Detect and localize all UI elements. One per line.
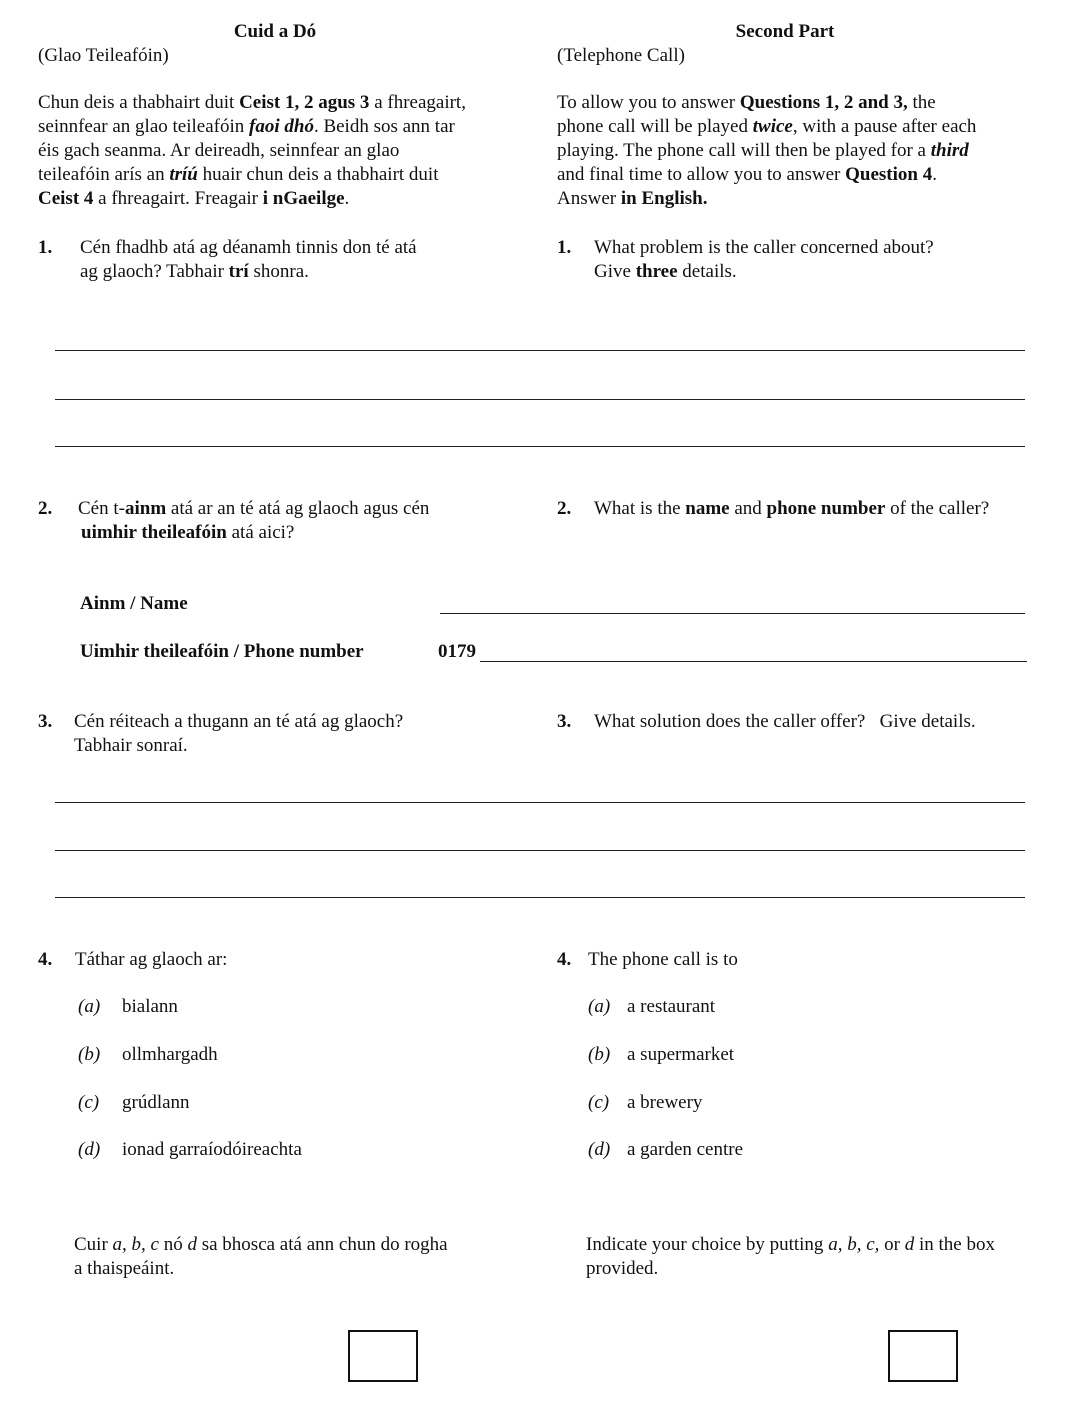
name-field-label: Ainm / Name xyxy=(80,593,188,614)
irish-q2-line-1: Cén t-ainm atá ar an té atá ag glaoch agus cén xyxy=(78,498,430,519)
irish-option-a-letter: (a) xyxy=(78,996,101,1017)
english-answer-box[interactable] xyxy=(888,1330,958,1382)
english-option-a-text: a restaurant xyxy=(627,996,716,1017)
irish-instruction-line-2: a thaispeáint. xyxy=(74,1258,175,1279)
irish-option-d-text: ionad garraíodóireachta xyxy=(122,1139,302,1160)
english-option-c-text: a brewery xyxy=(627,1092,703,1113)
english-q3-number: 3. xyxy=(557,711,572,732)
english-intro-line-3: playing. The phone call will then be played for a third xyxy=(557,140,969,161)
english-q1-text xyxy=(594,236,934,284)
phone-answer-line[interactable] xyxy=(480,661,1027,662)
english-option-c-letter: (c) xyxy=(588,1092,610,1113)
english-q4-stem: The phone call is to xyxy=(588,949,738,970)
q1-answer-line-2[interactable] xyxy=(55,399,1025,400)
irish-q3-number: 3. xyxy=(38,711,53,732)
phone-field-label: Uimhir theileafóin / Phone number xyxy=(80,641,364,662)
irish-instruction-line-1: Cuir a, b, c nó d sa bhosca atá ann chun do rogha xyxy=(74,1234,448,1255)
irish-subtitle: (Glao Teileafóin) xyxy=(38,45,169,66)
english-option-d-text: a garden centre xyxy=(627,1139,744,1160)
irish-q4-number: 4. xyxy=(38,949,53,970)
english-q2-number: 2. xyxy=(557,498,572,519)
english-q1-line-2: Give three details. xyxy=(594,261,737,282)
english-option-b-text: a supermarket xyxy=(627,1044,735,1065)
english-intro-line-2: phone call will be played twice, with a pause after each xyxy=(557,116,977,137)
irish-q2-line-2: uimhir theileafóin atá aici? xyxy=(81,522,295,543)
q3-answer-line-1[interactable] xyxy=(55,802,1025,803)
english-instruction-line-1: Indicate your choice by putting a, b, c, or d in the box xyxy=(586,1234,995,1255)
english-q3-text: What solution does the caller offer? Give details. xyxy=(594,711,976,732)
irish-q3-line-2: Tabhair sonraí. xyxy=(74,735,188,756)
english-q4-number: 4. xyxy=(557,949,572,970)
irish-q1-text xyxy=(80,236,417,284)
irish-option-c-text: grúdlann xyxy=(122,1092,190,1113)
irish-q4-stem: Táthar ag glaoch ar: xyxy=(75,949,228,970)
phone-prefix: 0179 xyxy=(438,641,476,662)
irish-intro-line-5: Ceist 4 a fhreagairt. Freagair i nGaeilge. xyxy=(38,188,350,209)
english-instruction-line-2: provided. xyxy=(586,1258,659,1279)
english-q2-text: What is the name and phone number of the caller? xyxy=(594,498,990,519)
english-subtitle: (Telephone Call) xyxy=(557,45,685,66)
english-intro-line-1: To allow you to answer Questions 1, 2 and 3, the xyxy=(557,92,936,113)
irish-option-b-letter: (b) xyxy=(78,1044,101,1065)
irish-intro xyxy=(38,91,518,211)
irish-q1-number: 1. xyxy=(38,237,53,258)
irish-intro-line-2: seinnfear an glao teileafóin faoi dhó. Beidh sos ann tar xyxy=(38,116,455,137)
irish-q2-text xyxy=(78,497,429,545)
irish-option-b-text: ollmhargadh xyxy=(122,1044,218,1065)
english-option-d-letter: (d) xyxy=(588,1139,611,1160)
english-q1-line-1: What problem is the caller concerned about? xyxy=(594,237,934,258)
english-intro-line-4: and final time to allow you to answer Question 4. xyxy=(557,164,937,185)
irish-q3-line-1: Cén réiteach a thugann an té atá ag glaoch? xyxy=(74,711,404,732)
english-q4-instruction xyxy=(586,1233,1056,1281)
english-option-b-letter: (b) xyxy=(588,1044,611,1065)
q1-answer-line-1[interactable] xyxy=(55,350,1025,351)
english-intro xyxy=(557,91,1047,211)
q3-answer-line-3[interactable] xyxy=(55,897,1025,898)
irish-q3-text xyxy=(74,710,403,758)
q3-answer-line-2[interactable] xyxy=(55,850,1025,851)
irish-q1-line-1: Cén fhadhb atá ag déanamh tinnis don té atá xyxy=(80,237,417,258)
english-option-a-letter: (a) xyxy=(588,996,611,1017)
irish-intro-line-3: éis gach seanma. Ar deireadh, seinnfear an glao xyxy=(38,140,400,161)
irish-q1-line-2: ag glaoch? Tabhair trí shonra. xyxy=(80,261,309,282)
irish-q2-number: 2. xyxy=(38,498,53,519)
english-title: Second Part xyxy=(735,21,835,42)
irish-answer-box[interactable] xyxy=(348,1330,418,1382)
irish-intro-line-4: teileafóin arís an tríú huair chun deis a thabhairt duit xyxy=(38,164,439,185)
irish-intro-line-1: Chun deis a thabhairt duit Ceist 1, 2 agus 3 a fhreagairt, xyxy=(38,92,466,113)
english-intro-line-5: Answer in English. xyxy=(557,188,708,209)
irish-title: Cuid a Dó xyxy=(233,21,317,42)
irish-option-c-letter: (c) xyxy=(78,1092,100,1113)
english-q1-number: 1. xyxy=(557,237,572,258)
q1-answer-line-3[interactable] xyxy=(55,446,1025,447)
irish-q4-instruction xyxy=(74,1233,534,1281)
name-answer-line[interactable] xyxy=(440,613,1025,614)
irish-option-d-letter: (d) xyxy=(78,1139,101,1160)
irish-option-a-text: bialann xyxy=(122,996,178,1017)
